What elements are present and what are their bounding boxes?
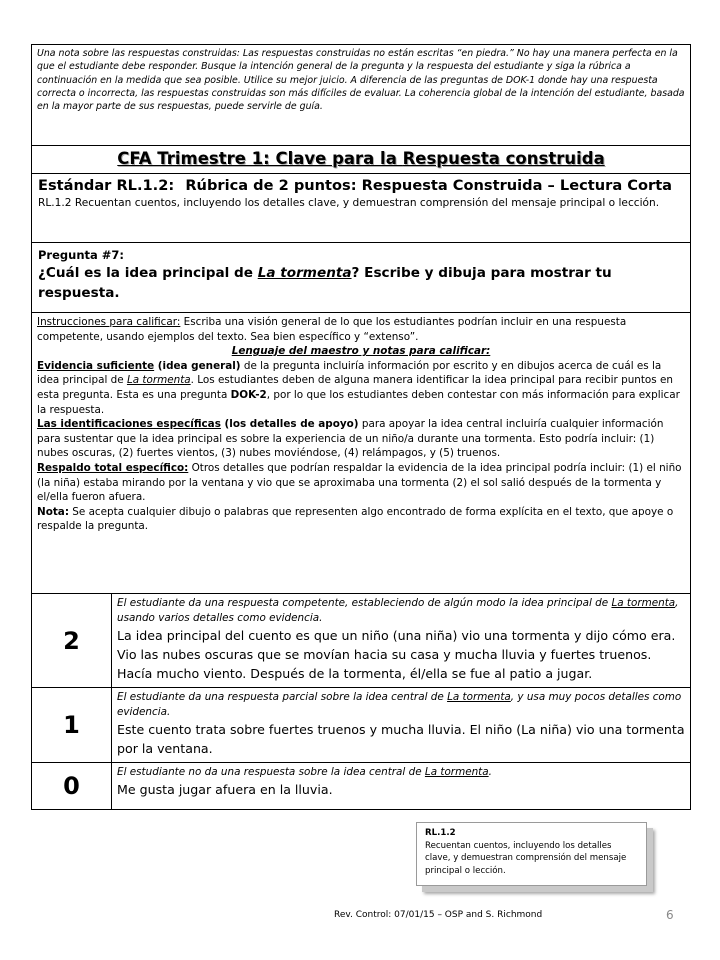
score-row-0 (32, 763, 691, 810)
score-description (112, 594, 691, 688)
evidence-text-1: de la pregunta incluiría información por escrito y en dibujos acerca de cuál es la idea principal de (37, 359, 662, 387)
page-number: 6 (666, 908, 674, 922)
support-label: Respaldo total específico: (37, 461, 189, 474)
rubric-table (31, 44, 691, 810)
title-part1: CFA Trimestre 1: Clave para la (117, 149, 403, 168)
score-desc-title: La tormenta (424, 766, 489, 778)
score-value: 1 (32, 688, 112, 763)
score-value: 2 (32, 594, 112, 688)
score-desc-before: El estudiante da una respuesta parcial sobre la idea central de (117, 691, 448, 703)
score-description (112, 763, 691, 810)
score-desc-before: El estudiante no da una respuesta sobre la idea central de (117, 766, 425, 778)
question-text (38, 263, 684, 303)
score-value: 0 (32, 763, 112, 810)
score-example: Este cuento trata sobre fuertes truenos y mucha lluvia. El niño (La niña) vio una tormenta por la ventana. (117, 722, 685, 756)
standard-text: RL.1.2 Recuentan cuentos, incluyendo los detalles clave, y demuestran comprensión del mensaje principal o lección. (38, 197, 660, 209)
score-desc-after: . (488, 766, 492, 778)
question-text-after: ? Escribe y dibuja para mostrar tu respuesta. (38, 265, 612, 301)
evidence-text-3: , por lo que los estudiantes deben contestar con más información para explicar la respuesta. (37, 388, 680, 416)
note-label: Nota: (37, 505, 69, 518)
question-text-before: ¿Cuál es la idea principal de (38, 265, 258, 281)
standard-callout-box (416, 822, 647, 886)
score-example: Me gusta jugar afuera en la lluvia. (117, 782, 333, 797)
score-desc-after: , usando varios detalles como evidencia. (117, 597, 679, 624)
score-row-1 (32, 688, 691, 763)
specific-bold: (los detalles de apoyo) (220, 418, 359, 431)
score-desc-after: , y usa muy pocos detalles como evidencia. (117, 691, 682, 718)
scoring-instructions (32, 313, 691, 594)
question-title: La tormenta (257, 265, 352, 281)
callout-title: RL.1.2 (425, 828, 456, 838)
score-desc-title: La tormenta (611, 597, 676, 609)
revision-control: Rev. Control: 07/01/15 – OSP and S. Richmond (334, 910, 543, 920)
note-body: Se acepta cualquier dibujo o palabras que representen algo encontrado de forma explícita en el texto, que apoye o respalde la pregunta. (37, 505, 674, 533)
standard-section (32, 174, 691, 243)
score-row-2 (32, 594, 691, 688)
constructed-response-note (32, 45, 691, 146)
evidence-dok: DOK-2 (230, 388, 267, 401)
specific-text: para apoyar la idea central incluiría cualquier información para sustentar que la idea principal es sobre la experiencia de un niño/a durante una tormenta. Esto podría incluir: (1) nubes oscuras, (2) fuertes vientos, (3) nubes moviéndose, (4) relámpagos, y (5) truenos. (37, 418, 664, 460)
page-title (32, 146, 691, 174)
title-part2: Respuesta construida (402, 149, 605, 168)
standard-tag: Estándar RL.1.2: (38, 177, 175, 194)
evidence-bold: (idea general) (154, 359, 241, 372)
question-label: Pregunta #7: (38, 248, 125, 262)
specific-label: Las identificaciones específicas (37, 418, 221, 431)
support-text: Otros detalles que podrían respaldar la evidencia de la idea principal podría incluir: (1) el niño (la niña) estaba mirando por la ventana y vio que se aproximaba una tormenta (2) el sol salió después de la tormenta y el/ella fueron afuera. (37, 461, 682, 504)
score-example: La idea principal del cuento es que un niño (una niña) vio una tormenta y dijo cómo era. Vio las nubes oscuras que se movían hacia su casa y mucha lluvia y fuertes truenos. Hacía mucho viento. Después de la tormenta, él/ella se fue al patio a jugar. (117, 628, 676, 681)
instructions-label: Instrucciones para calificar: (37, 316, 181, 328)
teacher-notes-heading: Lenguaje del maestro y notas para calificar: (231, 345, 491, 358)
evidence-text-2: . Los estudiantes deben de alguna manera identificar la idea principal para recibir puntos en esta pregunta. Esta es una pregunta (37, 374, 673, 401)
evidence-title: La tormenta (126, 374, 191, 387)
evidence-label: Evidencia suficiente (37, 359, 155, 372)
callout-text: Recuentan cuentos, incluyendo los detalles clave, y demuestran comprensión del mensaje principal o lección. (425, 840, 627, 876)
instructions-text: Escriba una visión general de lo que los estudiantes podrían incluir en una respuesta competente, usando ejemplos del texto. Sea bien específico y “extenso”. (37, 316, 627, 343)
question-section (32, 243, 691, 313)
note-text: Una nota sobre las respuestas construidas: Las respuestas construidas no están escritas “en piedra.” No hay una manera perfecta en la que el estudiante debe responder. Busque la intención general de la pregunta y la respuesta del estudiante y siga la rúbrica a continuación en la medida que sea posible. Utilice su mejor juicio. A diferencia de las preguntas de DOK-1 donde hay una respuesta correcta o incorrecta, las respuestas construidas son más difíciles de evaluar. La coherencia global de la intención del estudiante, basada en la mayor parte de sus respuestas, puede servirle de guía. (37, 48, 685, 113)
score-desc-title: La tormenta (447, 691, 511, 703)
score-description (112, 688, 691, 763)
standard-heading: Rúbrica de 2 puntos: Respuesta Construida – Lectura Corta (185, 177, 673, 194)
score-desc-before: El estudiante da una respuesta competente, estableciendo de algún modo la idea principal de (117, 597, 612, 609)
